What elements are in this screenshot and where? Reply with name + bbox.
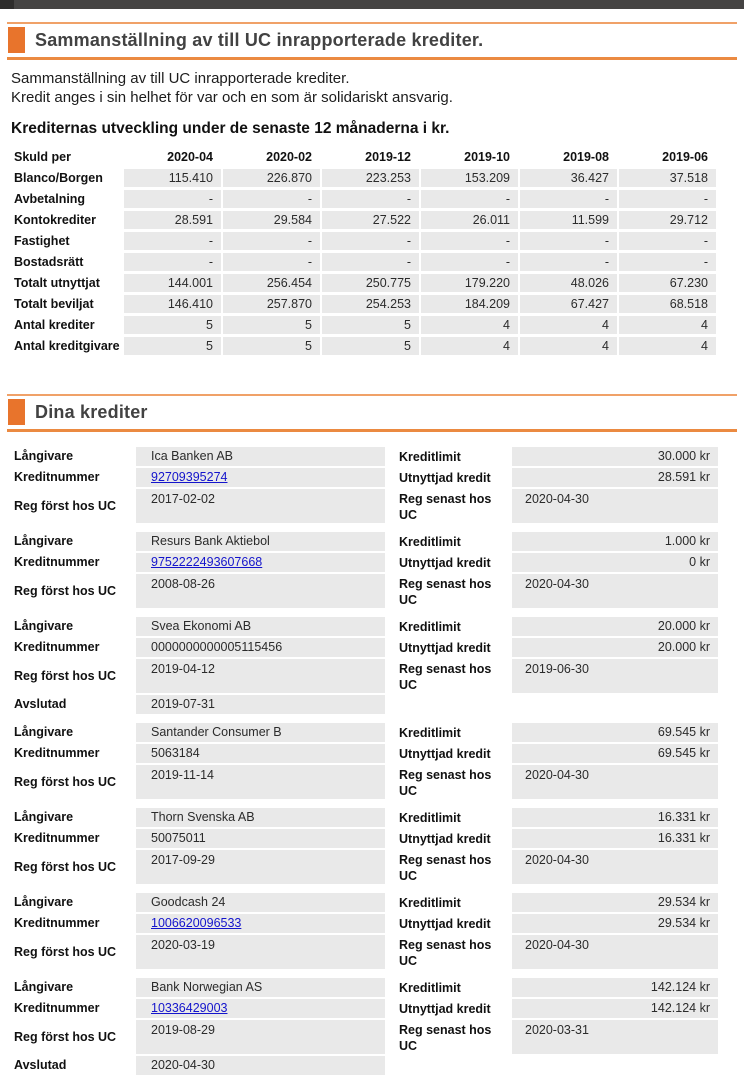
kreditnummer-link[interactable]: 92709395274 (151, 470, 228, 484)
field-value-langivare: Ica Banken AB (136, 447, 385, 466)
dev-table-cell: 11.599 (520, 211, 617, 229)
credit-row-avslutad (0, 695, 744, 714)
dev-table-cell: 36.427 (520, 169, 617, 187)
dev-table-cell: - (520, 232, 617, 250)
field-label-kreditnummer: Kreditnummer (14, 555, 100, 569)
column-gap (385, 914, 399, 933)
credit-row-langivare-kreditlimit (0, 978, 744, 997)
column-gap (385, 850, 399, 884)
column-gap (385, 829, 399, 848)
dev-table-column-header: 2020-02 (266, 150, 312, 164)
field-value-langivare: Resurs Bank Aktiebol (136, 532, 385, 551)
dev-table-cell: 67.230 (619, 274, 716, 292)
field-label-reg-senast: Reg senast hos UC (399, 938, 492, 968)
dev-table-row-label: Totalt beviljat (14, 297, 94, 311)
dev-table-row (0, 211, 744, 229)
field-label-langivare: Långivare (14, 534, 74, 548)
field-label-kreditlimit: Kreditlimit (399, 726, 461, 740)
credit-row-registrering (0, 574, 744, 608)
field-label-reg-forst: Reg först hos UC (14, 583, 117, 598)
credit-row-registrering (0, 1020, 744, 1054)
column-gap (385, 935, 399, 969)
field-value-reg-senast: 2019-06-30 (512, 659, 718, 693)
dev-table-cell: 29.584 (223, 211, 320, 229)
window-top-bar-chip (0, 0, 14, 9)
kreditnummer-text: 5063184 (151, 746, 200, 760)
field-value-reg-forst: 2019-04-12 (136, 659, 385, 693)
field-label-avslutad: Avslutad (14, 697, 67, 711)
dev-table-cell: 254.253 (322, 295, 419, 313)
field-label-reg-forst: Reg först hos UC (14, 668, 117, 683)
field-label-reg-forst: Reg först hos UC (14, 498, 117, 513)
credit-row-registrering (0, 935, 744, 969)
window-top-bar (0, 0, 744, 9)
credit-entry (0, 447, 744, 523)
kreditnummer-text: 50075011 (151, 831, 206, 845)
dev-table-cell: 184.209 (421, 295, 518, 313)
field-value-langivare: Svea Ekonomi AB (136, 617, 385, 636)
dev-table-cell: 226.870 (223, 169, 320, 187)
field-label-kreditnummer: Kreditnummer (14, 746, 100, 760)
field-label-utnyttjad-kredit: Utnyttjad kredit (399, 1002, 491, 1016)
field-value-reg-forst: 2017-09-29 (136, 850, 385, 884)
field-label-reg-senast: Reg senast hos UC (399, 768, 492, 798)
credit-row-langivare-kreditlimit (0, 532, 744, 551)
field-value-kreditlimit: 20.000 kr (512, 617, 718, 636)
field-label-utnyttjad-kredit: Utnyttjad kredit (399, 556, 491, 570)
column-gap (385, 468, 399, 487)
credit-row-kreditnummer-utnyttjad (0, 914, 744, 933)
field-label-reg-forst: Reg först hos UC (14, 944, 117, 959)
credit-row-registrering (0, 765, 744, 799)
field-label-kreditnummer: Kreditnummer (14, 470, 100, 484)
credit-row-kreditnummer-utnyttjad (0, 553, 744, 572)
dev-table-cell: 4 (520, 337, 617, 355)
field-label-reg-senast: Reg senast hos UC (399, 853, 492, 883)
column-gap (385, 723, 399, 742)
dev-table-cell: 37.518 (619, 169, 716, 187)
field-label-kreditlimit: Kreditlimit (399, 811, 461, 825)
dev-table-cell: - (223, 232, 320, 250)
dev-table-row-label: Totalt utnyttjat (14, 276, 100, 290)
field-value-langivare: Santander Consumer B (136, 723, 385, 742)
field-value-langivare: Goodcash 24 (136, 893, 385, 912)
field-label-reg-senast: Reg senast hos UC (399, 492, 492, 522)
field-label-reg-senast: Reg senast hos UC (399, 1023, 492, 1053)
credit-row-registrering (0, 850, 744, 884)
dev-table-cell: 29.712 (619, 211, 716, 229)
field-label-kreditlimit: Kreditlimit (399, 620, 461, 634)
dev-table-row-label: Kontokrediter (14, 213, 96, 227)
dev-table-row (0, 190, 744, 208)
credit-row-langivare-kreditlimit (0, 723, 744, 742)
dev-table-cell: 179.220 (421, 274, 518, 292)
kreditnummer-text: 0000000000005115456 (151, 640, 283, 654)
credit-row-langivare-kreditlimit (0, 447, 744, 466)
dev-table-cell: 5 (322, 316, 419, 334)
dev-table-cell: - (124, 232, 221, 250)
orange-marker-icon (8, 399, 25, 425)
dev-table-cell: 48.026 (520, 274, 617, 292)
field-label-reg-forst: Reg först hos UC (14, 1029, 117, 1044)
credit-entry (0, 532, 744, 608)
dev-table-header-row (0, 148, 744, 166)
dev-table-cell: 68.518 (619, 295, 716, 313)
dev-table-cell: 5 (223, 316, 320, 334)
credit-row-kreditnummer-utnyttjad (0, 999, 744, 1018)
field-value-reg-senast: 2020-04-30 (512, 489, 718, 523)
field-value-kreditlimit: 29.534 kr (512, 893, 718, 912)
column-gap (385, 765, 399, 799)
credit-row-langivare-kreditlimit (0, 808, 744, 827)
field-label-kreditnummer: Kreditnummer (14, 640, 100, 654)
development-heading: Krediternas utveckling under de senaste 12 månaderna i kr. (11, 120, 450, 137)
field-value-avslutad: 2019-07-31 (136, 695, 385, 714)
dev-table-cell: 5 (124, 337, 221, 355)
credit-row-kreditnummer-utnyttjad (0, 468, 744, 487)
field-value-utnyttjad-kredit: 142.124 kr (512, 999, 718, 1018)
credit-development-table (0, 148, 744, 355)
column-gap (385, 893, 399, 912)
dev-table-cell: 4 (619, 337, 716, 355)
dev-table-cell: 28.591 (124, 211, 221, 229)
field-value-kreditlimit: 1.000 kr (512, 532, 718, 551)
dev-table-row-label: Bostadsrätt (14, 255, 84, 269)
kreditnummer-link[interactable]: 9752222493607668 (151, 555, 263, 569)
orange-marker-icon (8, 27, 25, 53)
dev-table-column-header: 2020-04 (167, 150, 213, 164)
field-value-kreditlimit: 30.000 kr (512, 447, 718, 466)
dev-table-cell: - (619, 253, 716, 271)
field-value-avslutad: 2020-04-30 (136, 1056, 385, 1075)
field-label-langivare: Långivare (14, 980, 74, 994)
dev-table-column-header: 2019-10 (464, 150, 510, 164)
intro-paragraph (11, 69, 724, 107)
credit-row-kreditnummer-utnyttjad (0, 829, 744, 848)
field-label-reg-senast: Reg senast hos UC (399, 662, 492, 692)
dev-table-cell: - (421, 253, 518, 271)
dev-table-cell: 4 (619, 316, 716, 334)
credit-entry (0, 723, 744, 799)
field-label-reg-forst: Reg först hos UC (14, 774, 117, 789)
dev-table-cell: - (520, 253, 617, 271)
field-value-reg-forst: 2019-08-29 (136, 1020, 385, 1054)
column-gap (385, 978, 399, 997)
kreditnummer-link[interactable]: 1006620096533 (151, 916, 242, 930)
column-gap (385, 574, 399, 608)
dev-table-cell: 257.870 (223, 295, 320, 313)
field-label-langivare: Långivare (14, 449, 74, 463)
field-label-utnyttjad-kredit: Utnyttjad kredit (399, 641, 491, 655)
dev-table-row (0, 274, 744, 292)
dev-table-cell: - (124, 190, 221, 208)
field-value-kreditnummer (136, 744, 385, 763)
column-gap (385, 638, 399, 657)
dev-table-row (0, 337, 744, 355)
dev-table-row-label: Avbetalning (14, 192, 86, 206)
credits-section-title: Dina krediter (35, 401, 148, 422)
dev-table-column-header: 2019-06 (662, 150, 708, 164)
field-label-kreditlimit: Kreditlimit (399, 896, 461, 910)
dev-table-cell: 26.011 (421, 211, 518, 229)
dev-table-cell: - (421, 232, 518, 250)
field-value-kreditnummer (136, 553, 385, 572)
field-value-reg-senast: 2020-03-31 (512, 1020, 718, 1054)
field-value-utnyttjad-kredit: 29.534 kr (512, 914, 718, 933)
dev-table-cell: - (619, 232, 716, 250)
field-value-reg-forst: 2008-08-26 (136, 574, 385, 608)
field-value-kreditnummer (136, 829, 385, 848)
intro-line-2: Kredit anges i sin helhet för var och en som är solidariskt ansvarig. (11, 89, 453, 106)
dev-table-cell: 153.209 (421, 169, 518, 187)
field-label-langivare: Långivare (14, 619, 74, 633)
field-label-kreditnummer: Kreditnummer (14, 1001, 100, 1015)
section-header-summary (7, 22, 737, 60)
field-value-utnyttjad-kredit: 28.591 kr (512, 468, 718, 487)
field-label-kreditnummer: Kreditnummer (14, 916, 100, 930)
field-label-kreditnummer: Kreditnummer (14, 831, 100, 845)
dev-table-cell: 256.454 (223, 274, 320, 292)
dev-table-cell: 4 (421, 316, 518, 334)
dev-table-row-label: Antal krediter (14, 318, 95, 332)
column-gap (385, 489, 399, 523)
field-value-langivare: Thorn Svenska AB (136, 808, 385, 827)
field-value-reg-forst: 2020-03-19 (136, 935, 385, 969)
column-gap (385, 532, 399, 551)
field-value-utnyttjad-kredit: 69.545 kr (512, 744, 718, 763)
field-value-utnyttjad-kredit: 20.000 kr (512, 638, 718, 657)
field-value-kreditlimit: 142.124 kr (512, 978, 718, 997)
field-label-reg-senast: Reg senast hos UC (399, 577, 492, 607)
dev-table-row (0, 253, 744, 271)
field-label-langivare: Långivare (14, 810, 74, 824)
field-value-kreditnummer (136, 999, 385, 1018)
kreditnummer-link[interactable]: 10336429003 (151, 1001, 228, 1015)
field-value-kreditnummer (136, 468, 385, 487)
dev-table-cell: 5 (124, 316, 221, 334)
dev-table-cell: 4 (421, 337, 518, 355)
credit-row-registrering (0, 659, 744, 693)
credit-entry (0, 978, 744, 1075)
dev-table-cell: 5 (223, 337, 320, 355)
dev-table-cell: 5 (322, 337, 419, 355)
dev-table-row-header: Skuld per (14, 150, 71, 164)
dev-table-cell: 115.410 (124, 169, 221, 187)
dev-table-cell: 146.410 (124, 295, 221, 313)
dev-table-cell: 4 (520, 316, 617, 334)
field-label-utnyttjad-kredit: Utnyttjad kredit (399, 747, 491, 761)
dev-table-cell: 250.775 (322, 274, 419, 292)
dev-table-row (0, 316, 744, 334)
field-value-kreditlimit: 69.545 kr (512, 723, 718, 742)
field-label-utnyttjad-kredit: Utnyttjad kredit (399, 832, 491, 846)
field-value-kreditnummer (136, 914, 385, 933)
credit-row-langivare-kreditlimit (0, 617, 744, 636)
field-value-utnyttjad-kredit: 0 kr (512, 553, 718, 572)
dev-table-cell: - (223, 190, 320, 208)
dev-table-cell: - (223, 253, 320, 271)
field-value-reg-forst: 2019-11-14 (136, 765, 385, 799)
dev-table-row-label: Antal kreditgivare (14, 339, 120, 353)
field-value-reg-senast: 2020-04-30 (512, 574, 718, 608)
field-label-reg-forst: Reg först hos UC (14, 859, 117, 874)
credit-row-registrering (0, 489, 744, 523)
intro-line-1: Sammanställning av till UC inrapporterade krediter. (11, 70, 350, 87)
summary-section-title: Sammanställning av till UC inrapporterade krediter. (35, 29, 484, 50)
field-label-kreditlimit: Kreditlimit (399, 981, 461, 995)
section-header-credits (7, 394, 737, 432)
credit-row-avslutad (0, 1056, 744, 1075)
column-gap (385, 999, 399, 1018)
field-label-utnyttjad-kredit: Utnyttjad kredit (399, 917, 491, 931)
field-value-reg-forst: 2017-02-02 (136, 489, 385, 523)
column-gap (385, 617, 399, 636)
dev-table-cell: - (322, 232, 419, 250)
field-value-reg-senast: 2020-04-30 (512, 850, 718, 884)
column-gap (385, 1020, 399, 1054)
column-gap (385, 447, 399, 466)
credit-row-kreditnummer-utnyttjad (0, 638, 744, 657)
credit-entry (0, 617, 744, 714)
credit-entry (0, 893, 744, 969)
field-value-utnyttjad-kredit: 16.331 kr (512, 829, 718, 848)
dev-table-cell: 67.427 (520, 295, 617, 313)
dev-table-cell: - (322, 190, 419, 208)
dev-table-row (0, 295, 744, 313)
dev-table-cell: - (520, 190, 617, 208)
dev-table-cell: - (322, 253, 419, 271)
dev-table-cell: - (619, 190, 716, 208)
dev-table-cell: - (124, 253, 221, 271)
credit-entry (0, 808, 744, 884)
field-value-kreditlimit: 16.331 kr (512, 808, 718, 827)
column-gap (385, 744, 399, 763)
column-gap (385, 553, 399, 572)
dev-table-row-label: Fastighet (14, 234, 70, 248)
column-gap (385, 808, 399, 827)
dev-table-cell: 27.522 (322, 211, 419, 229)
field-label-kreditlimit: Kreditlimit (399, 535, 461, 549)
dev-table-cell: 223.253 (322, 169, 419, 187)
dev-table-row (0, 169, 744, 187)
dev-table-cell: 144.001 (124, 274, 221, 292)
dev-table-row-label: Blanco/Borgen (14, 171, 103, 185)
dev-table-column-header: 2019-08 (563, 150, 609, 164)
field-value-kreditnummer (136, 638, 385, 657)
column-gap (385, 659, 399, 693)
credit-row-kreditnummer-utnyttjad (0, 744, 744, 763)
field-value-reg-senast: 2020-04-30 (512, 765, 718, 799)
credit-row-langivare-kreditlimit (0, 893, 744, 912)
field-label-kreditlimit: Kreditlimit (399, 450, 461, 464)
field-label-utnyttjad-kredit: Utnyttjad kredit (399, 471, 491, 485)
dev-table-row (0, 232, 744, 250)
field-label-langivare: Långivare (14, 895, 74, 909)
field-value-reg-senast: 2020-04-30 (512, 935, 718, 969)
field-value-langivare: Bank Norwegian AS (136, 978, 385, 997)
credits-list (0, 447, 744, 1075)
dev-table-column-header: 2019-12 (365, 150, 411, 164)
field-label-avslutad: Avslutad (14, 1058, 67, 1072)
field-label-langivare: Långivare (14, 725, 74, 739)
dev-table-cell: - (421, 190, 518, 208)
